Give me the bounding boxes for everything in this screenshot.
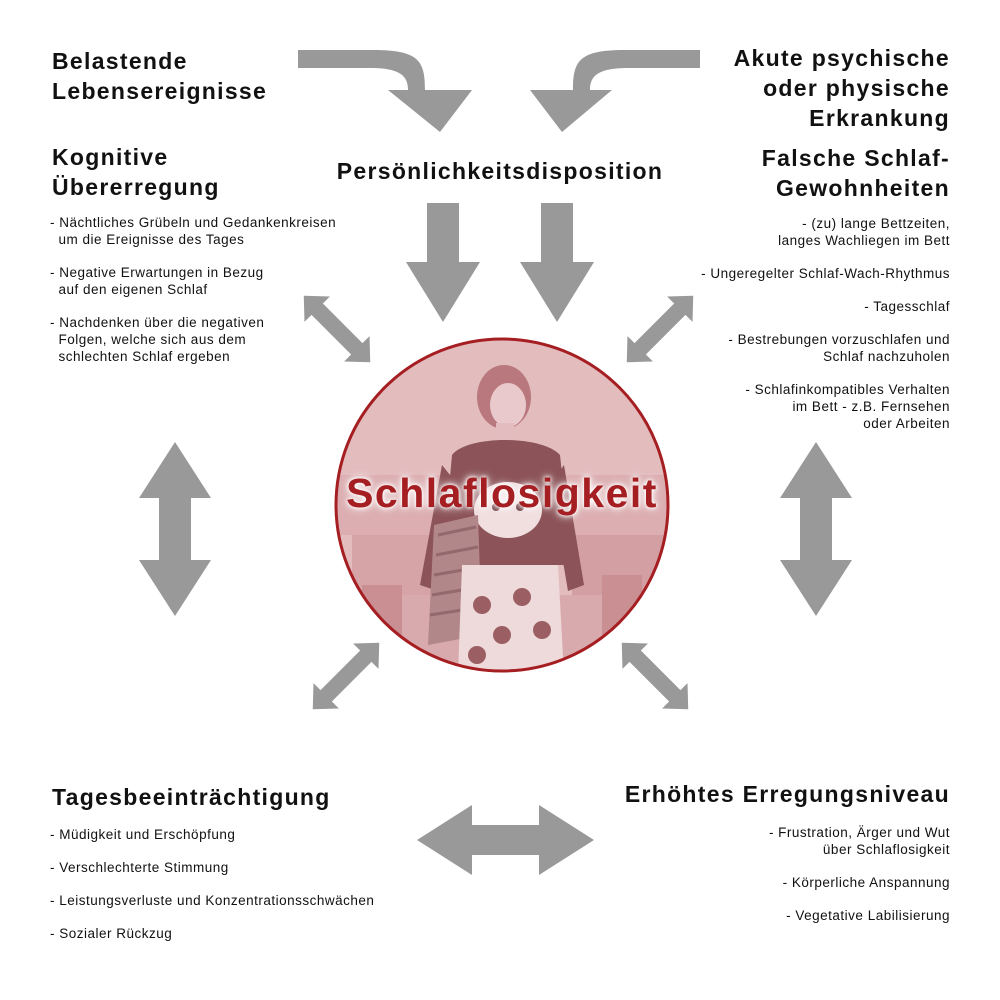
list-item: - Sozialer Rückzug bbox=[50, 926, 173, 941]
list-item: - (zu) lange Bettzeiten, langes Wachliegen im Bett bbox=[778, 216, 950, 248]
down-arrow-left bbox=[406, 203, 480, 322]
double-arrow-bottom-horizontal bbox=[417, 805, 594, 875]
list-item: - Frustration, Ärger und Wut über Schlaflosigkeit bbox=[768, 825, 950, 857]
down-arrow-right bbox=[520, 203, 594, 322]
double-arrow-left-vertical bbox=[139, 442, 211, 616]
heading-tagesbeeintraechtigung: Tagesbeeinträchtigung bbox=[52, 784, 331, 810]
list-item: - Tagesschlaf bbox=[864, 299, 950, 314]
list-item: - Körperliche Anspannung bbox=[782, 875, 950, 890]
heading-persoenlichkeitsdisposition: Persönlichkeitsdisposition bbox=[336, 158, 664, 184]
heading-akute-erkrankung: Akute psychische oder physische Erkrankung bbox=[733, 45, 950, 131]
list-item: - Leistungsverluste und Konzentrationsschwächen bbox=[50, 893, 375, 908]
heading-erhoehtes-erregungsniveau: Erhöhtes Erregungsniveau bbox=[624, 781, 950, 807]
tages-list bbox=[50, 826, 374, 958]
erhoehtes-list bbox=[769, 824, 950, 940]
curved-arrow-right bbox=[530, 50, 700, 132]
heading-kognitive-uebererregung: Kognitive Übererregung bbox=[52, 144, 220, 200]
list-item: - Nachdenken über die negativen Folgen, welche sich aus dem schlechten Schlaf ergeben bbox=[50, 315, 265, 364]
curved-arrow-left bbox=[298, 50, 472, 132]
list-item: - Verschlechterte Stimmung bbox=[50, 860, 229, 875]
double-arrow-right-vertical bbox=[780, 442, 852, 616]
list-item: - Negative Erwartungen in Bezug auf den eigenen Schlaf bbox=[50, 265, 264, 297]
heading-belastende-lebensereignisse: Belastende Lebensereignisse bbox=[52, 48, 268, 104]
list-item: - Vegetative Labilisierung bbox=[786, 908, 950, 923]
list-item: - Schlafinkompatibles Verhalten im Bett - z.B. Fernsehen oder Arbeiten bbox=[745, 382, 950, 431]
list-item: - Müdigkeit und Erschöpfung bbox=[50, 827, 236, 842]
list-item: - Nächtliches Grübeln und Gedankenkreisen um die Ereignisse des Tages bbox=[50, 215, 337, 247]
falsche-list bbox=[701, 215, 950, 448]
list-item: - Ungeregelter Schlaf-Wach-Rhythmus bbox=[701, 266, 950, 281]
list-item: - Bestrebungen vorzuschlafen und Schlaf nachzuholen bbox=[728, 332, 950, 364]
kognitive-list bbox=[50, 214, 336, 381]
heading-falsche-schlafgewohnheiten: Falsche Schlaf- Gewohnheiten bbox=[761, 145, 950, 201]
center-title: Schlaflosigkeit bbox=[346, 470, 658, 516]
